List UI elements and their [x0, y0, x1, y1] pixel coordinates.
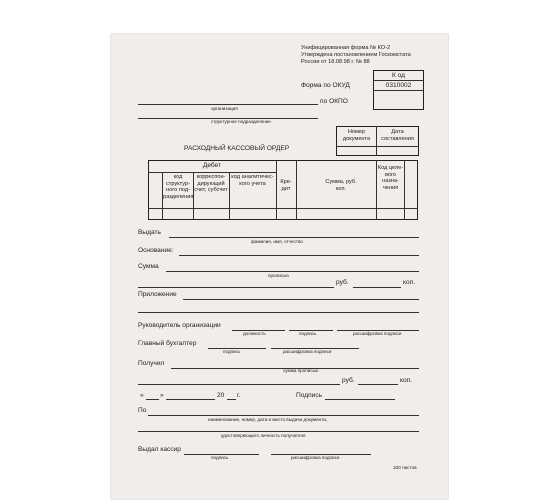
attachment-line-2[interactable] — [138, 312, 419, 313]
col-analytic-code: код аналитичес-кого учета — [231, 174, 274, 187]
head-org-label: Руководитель организации — [138, 322, 221, 329]
sum-line[interactable] — [166, 271, 419, 272]
sum-caption: прописью — [268, 273, 289, 278]
attachment-label: Приложение — [138, 291, 177, 298]
year-suffix: г. — [237, 392, 241, 399]
purpose-code-header: Код целе-вого назна-чения — [377, 165, 404, 192]
okud-value: 0310002 — [385, 82, 412, 89]
sum-line-2[interactable] — [138, 287, 334, 288]
chief-accountant-label: Главный бухгалтер — [138, 340, 197, 347]
received-label: Получил — [138, 360, 165, 367]
month-line[interactable] — [166, 399, 215, 400]
okud-label: Форма по ОКУД — [301, 82, 350, 89]
credit-header: Кре-дит — [280, 179, 292, 192]
date-close-quote: » — [160, 392, 164, 399]
sum-words-caption: сумма прописью — [283, 368, 319, 373]
kop-line[interactable] — [353, 287, 401, 288]
by-label: По — [138, 407, 147, 414]
sum-header: Сумма, руб. коп. — [325, 179, 357, 192]
year-prefix: 20 — [217, 392, 225, 399]
codes-header: К од — [391, 72, 406, 79]
date-open-quote: « — [140, 392, 144, 399]
form-number-line: Унифицированная форма № КО-2 — [301, 45, 391, 51]
doc-line[interactable] — [148, 415, 419, 416]
doc-number-header: Номер документа — [342, 129, 371, 142]
signature-caption: подпись — [299, 331, 317, 336]
decoding-caption: расшифровка подписи — [353, 331, 402, 336]
cashier-decoding-caption: расшифровка подписи — [291, 455, 340, 460]
organization-line[interactable] — [138, 104, 318, 105]
sheet-count: 100 листов — [393, 465, 417, 470]
form-title: РАСХОДНЫЙ КАССОВЫЙ ОРДЕР — [184, 145, 290, 152]
year-line[interactable] — [227, 399, 236, 400]
received-kop-line[interactable] — [358, 384, 398, 385]
sign-label: Подпись — [296, 392, 323, 399]
position-caption: должность — [243, 331, 266, 336]
approved-line: Утверждена постановлением Госкомстата — [301, 52, 411, 58]
basis-label: Основание: — [138, 247, 174, 254]
kop-label: коп. — [403, 279, 416, 286]
approved-date-line: России от 18.08.98 г. № 88 — [301, 59, 370, 65]
sign-line[interactable] — [325, 399, 395, 400]
cash-order-form — [111, 34, 448, 499]
basis-line[interactable] — [179, 255, 419, 256]
rub-label: руб. — [336, 279, 349, 286]
chief-decoding-caption: расшифровка подписи — [283, 349, 332, 354]
attachment-line[interactable] — [183, 299, 419, 300]
received-line-2[interactable] — [138, 384, 340, 385]
col-subdivision-code: код структур-ного под-разделения — [163, 174, 194, 201]
identity-caption: удостоверяющего личность получателя — [221, 433, 306, 438]
issue-caption: фамилия, имя, отчество — [251, 239, 303, 244]
cashier-signature-caption: подпись — [211, 455, 229, 460]
okpo-label: по ОКПО — [320, 98, 348, 105]
received-rub-label: руб. — [342, 377, 355, 384]
subdivision-caption: структурное подразделение — [211, 119, 271, 124]
chief-signature-caption: подпись — [223, 349, 241, 354]
doc-date-header: Дата составления — [381, 129, 414, 142]
organization-caption: организация — [211, 106, 238, 111]
sum-label: Сумма — [138, 263, 159, 270]
doc-line-2[interactable] — [138, 431, 419, 432]
cashier-label: Выдал кассир — [138, 446, 181, 453]
issue-label: Выдать — [138, 229, 161, 236]
day-line[interactable] — [146, 399, 159, 400]
received-kop-label: коп. — [400, 377, 413, 384]
doc-caption: наименование, номер, дата и место выдачи документа, — [208, 417, 328, 422]
col-corr-account: корреспон-дирующий счет, субсчет — [194, 174, 228, 194]
issue-line[interactable] — [169, 237, 419, 238]
debit-header: Дебет — [202, 162, 222, 169]
